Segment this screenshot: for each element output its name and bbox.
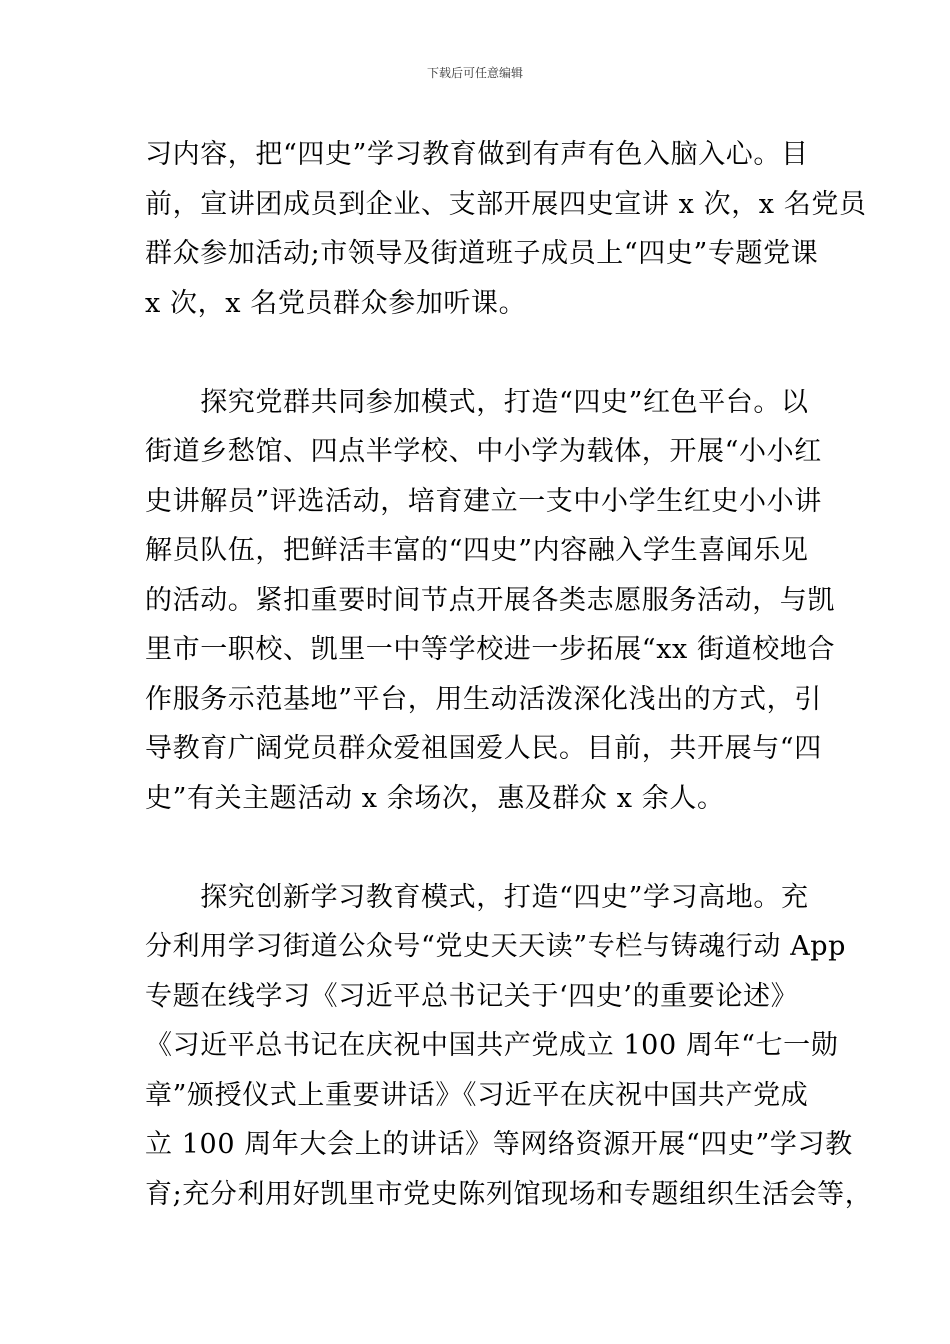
- paragraph-spacer: [145, 823, 825, 873]
- text-line: 里市一职校、凯里一中等学校进一步拓展“xx 街道校地合: [145, 634, 836, 665]
- text-line: 导教育广阔党员群众爱祖国爱人民。目前，共开展与“四: [145, 733, 822, 764]
- paragraph-1: [145, 130, 867, 328]
- text-line: 作服务示范基地”平台，用生动活泼深化浅出的方式，引: [145, 683, 822, 715]
- text-line: 群众参加活动;市领导及街道班子成员上“四史”专题党课: [145, 238, 819, 269]
- text-line: 解员队伍，把鲜活丰富的“四史”内容融入学生喜闻乐见: [145, 535, 809, 566]
- text-line: 立 100 周年大会上的讲话》等网络资源开展“四史”学习教: [145, 1129, 853, 1160]
- text-line: 前，宣讲团成员到企业、支部开展四史宣讲 x 次，x 名党员: [145, 188, 867, 220]
- text-line: 史”有关主题活动 x 余场次，惠及群众 x 余人。: [145, 782, 725, 814]
- text-line: 街道乡愁馆、四点半学校、中小学为载体，开展“小小红: [145, 436, 822, 467]
- text-line: 育;充分利用好凯里市党史陈列馆现场和专题组织生活会等，: [145, 1178, 873, 1210]
- paragraph-2: [145, 378, 836, 824]
- text-line: x 次，x 名党员群众参加听课。: [145, 287, 527, 319]
- text-line: 《习近平总书记在庆祝中国共产党成立 100 周年“七一勋: [145, 1030, 839, 1061]
- text-line: 章”颁授仪式上重要讲话》《习近平在庆祝中国共产党成: [145, 1079, 809, 1111]
- text-line: 的活动。紧扣重要时间节点开展各类志愿服务活动，与凯: [145, 584, 835, 616]
- text-line: 分利用学习街道公众号“党史天天读”专栏与铸魂行动 App: [145, 931, 847, 962]
- paragraph-spacer: [145, 328, 825, 378]
- document-body: [145, 130, 873, 1219]
- text-line: 史讲解员”评选活动，培育建立一支中小学生红史小小讲: [145, 485, 822, 517]
- text-line: 探究创新学习教育模式，打造“四史”学习高地。充: [145, 881, 809, 913]
- text-line: 探究党群共同参加模式，打造“四史”红色平台。以: [145, 386, 809, 418]
- text-line: 习内容，把“四史”学习教育做到有声有色入脑入心。目: [145, 139, 809, 170]
- page-header: 下载后可任意编辑: [426, 66, 523, 80]
- paragraph-3: [145, 873, 873, 1220]
- text-line: 专题在线学习《习近平总书记关于‘四史’的重要论述》: [145, 980, 799, 1012]
